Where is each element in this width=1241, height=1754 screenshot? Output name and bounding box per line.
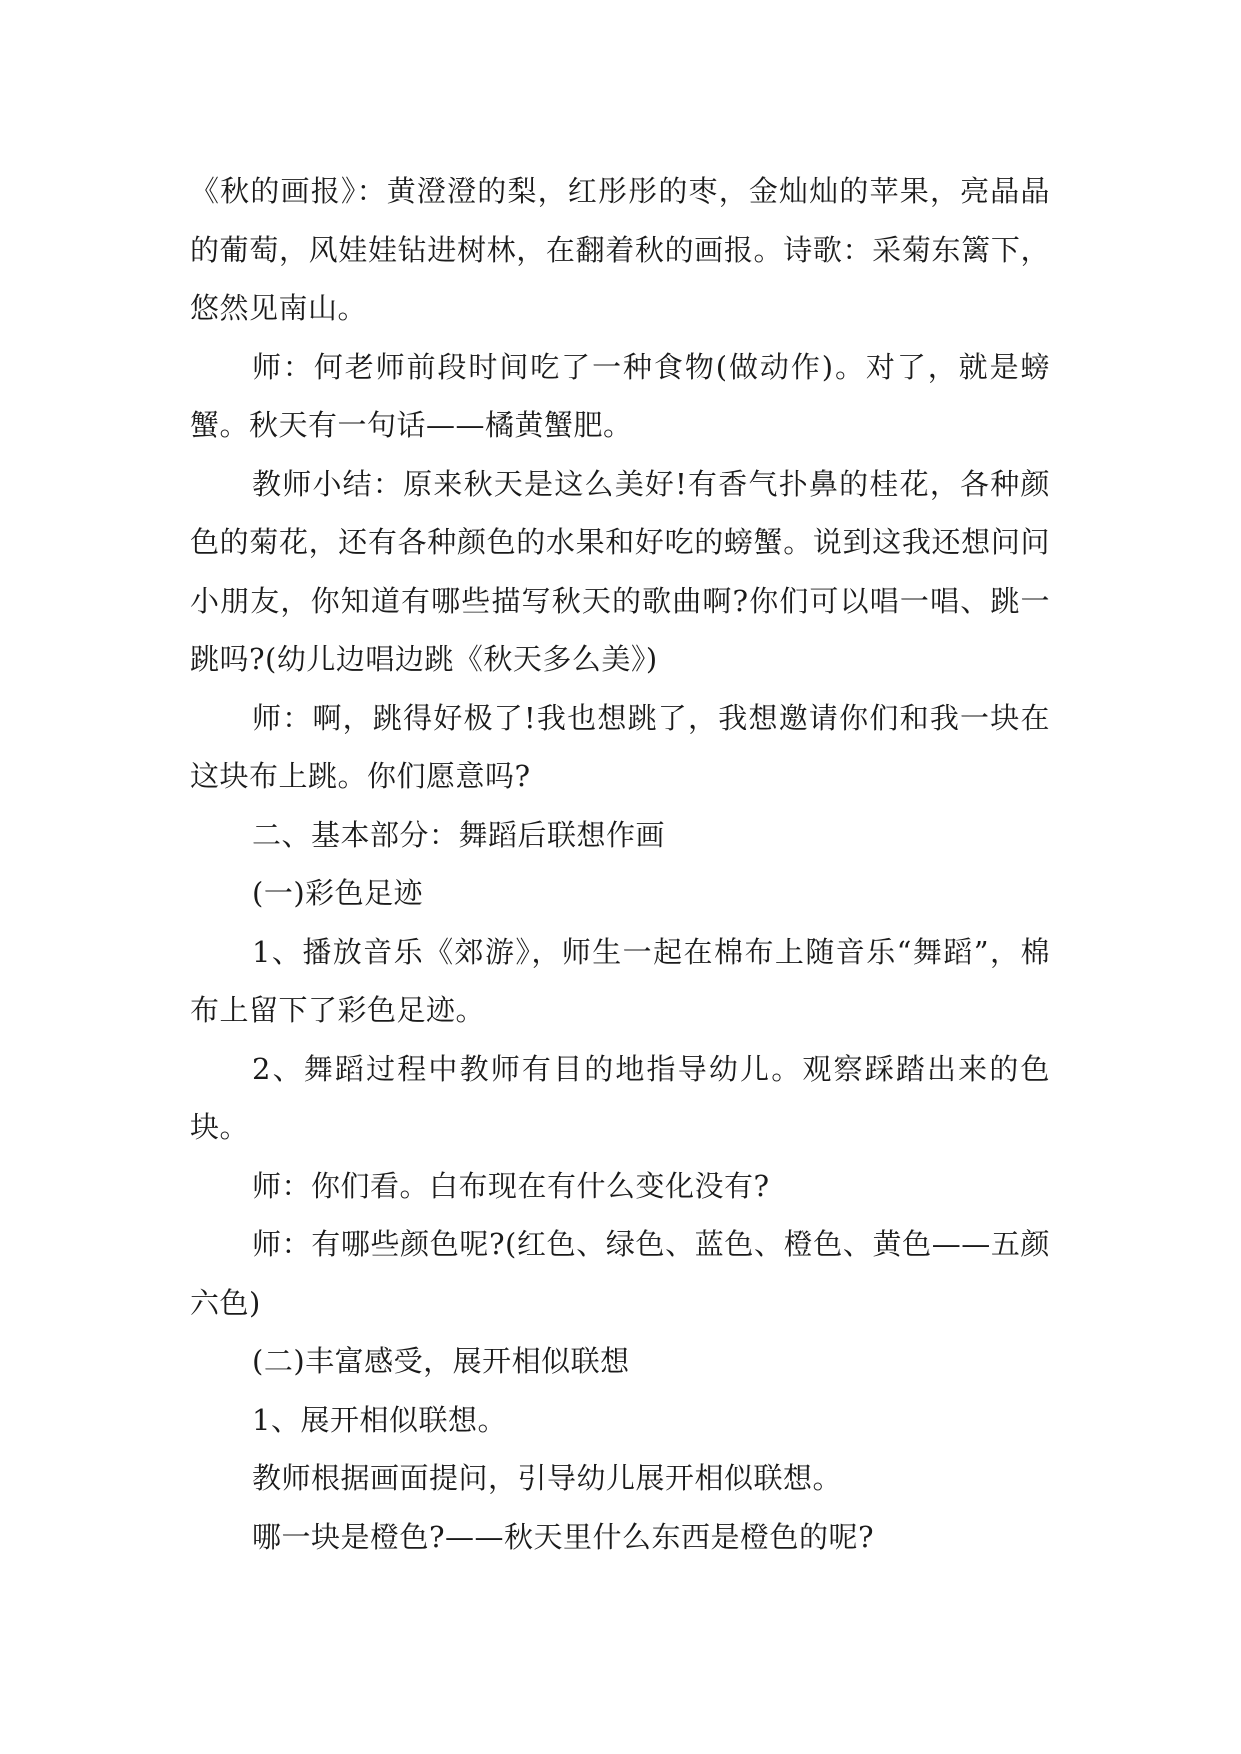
paragraph-autumn-pictorial: 《秋的画报》：黄澄澄的梨，红彤彤的枣，金灿灿的苹果，亮晶晶的葡萄，风娃娃钻进树林，在翻着秋的画报。诗歌：采菊东篱下，悠然见南山。 bbox=[190, 174, 1050, 325]
subsection-heading-rich-feelings: (二)丰富感受，展开相似联想 bbox=[252, 1344, 630, 1378]
list-item-guide-children: 2、舞蹈过程中教师有目的地指导幼儿。观察踩踏出来的色块。 bbox=[190, 1051, 1050, 1144]
document-body bbox=[190, 162, 1050, 1566]
list-item-play-music: 1、播放音乐《郊游》，师生一起在棉布上随音乐“舞蹈”，棉布上留下了彩色足迹。 bbox=[190, 934, 1050, 1027]
paragraph-teacher-crab: 师：何老师前段时间吃了一种食物(做动作)。对了，就是螃蟹。秋天有一句话——橘黄蟹肥。 bbox=[190, 349, 1050, 442]
subsection-heading-colored-footprints: (一)彩色足迹 bbox=[252, 876, 424, 910]
section-heading-basic-part: 二、基本部分：舞蹈后联想作画 bbox=[252, 817, 666, 852]
paragraph-teacher-colors: 师：有哪些颜色呢?(红色、绿色、蓝色、橙色、黄色——五颜六色) bbox=[190, 1227, 1050, 1320]
paragraph-teacher-questions: 教师根据画面提问，引导幼儿展开相似联想。 bbox=[252, 1461, 843, 1495]
paragraph-teacher-look: 师：你们看。白布现在有什么变化没有? bbox=[252, 1168, 770, 1203]
paragraph-teacher-invite: 师：啊，跳得好极了!我也想跳了，我想邀请你们和我一块在这块布上跳。你们愿意吗? bbox=[190, 700, 1050, 793]
list-item-similar-association: 1、展开相似联想。 bbox=[252, 1402, 507, 1437]
paragraph-teacher-summary: 教师小结：原来秋天是这么美好!有香气扑鼻的桂花，各种颜色的菊花，还有各种颜色的水果和好吃的螃蟹。说到这我还想问问小朋友，你知道有哪些描写秋天的歌曲啊?你们可以唱一唱、跳一跳吗?(幼儿边唱边跳《秋天多么美》) bbox=[190, 466, 1050, 676]
paragraph-orange-question: 哪一块是橙色?——秋天里什么东西是橙色的呢? bbox=[252, 1519, 875, 1554]
